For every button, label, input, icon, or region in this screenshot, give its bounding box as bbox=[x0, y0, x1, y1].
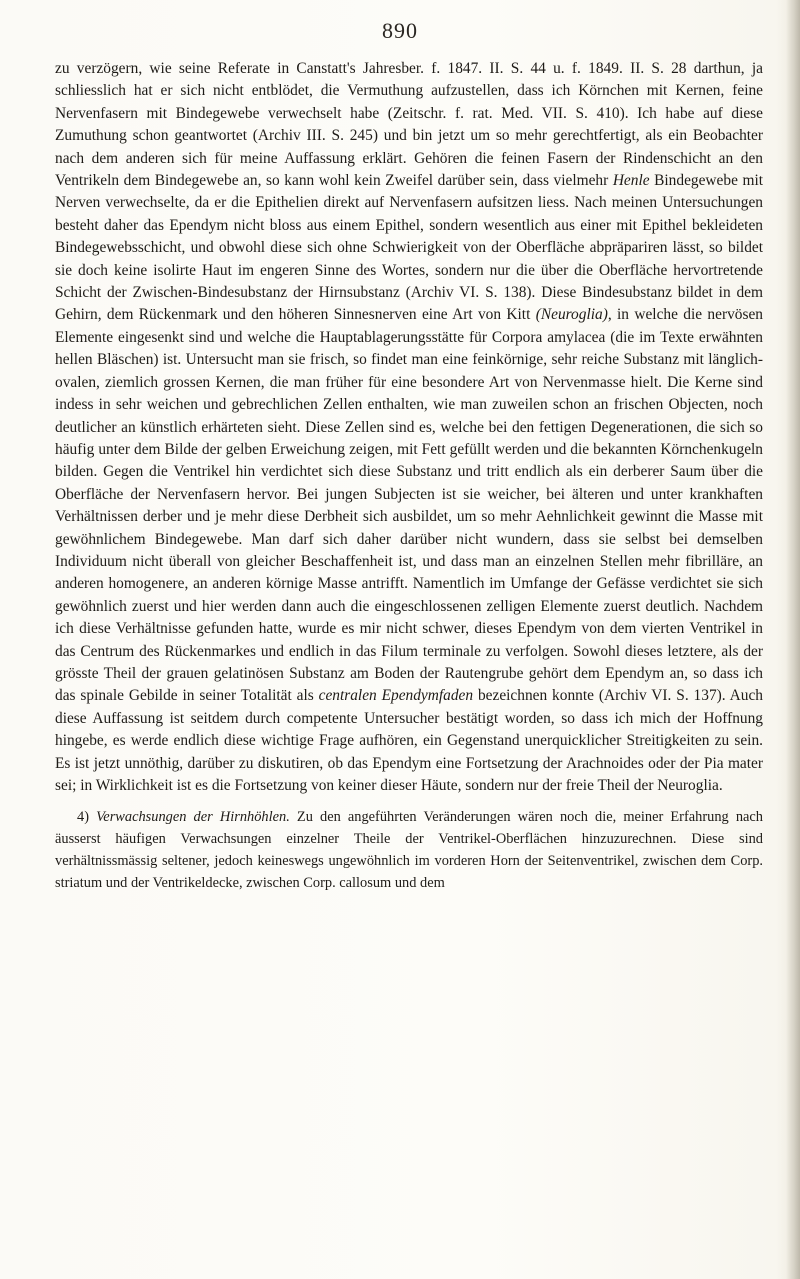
text-segment: , in welche die nervösen Elemente eingesenkt sind und welche die Hauptablagerungsstätte für Corpora amylacea (die im Texte erwähnten hellen Bläschen) ist. Untersucht man sie frisch, so findet man eine feinkörnige, sehr reiche Substanz mit länglich-ovalen, ziemlich grossen Kernen, die man früher für eine besondere Art von Nervenmasse hielt. Die Kerne sind indess in sehr weichen und gebrechlichen Zellen enthalten, wie man zuweilen schon an frischen Objecten, noch deutlicher an künstlich erhärteten sieht. Diese Zellen sind es, welche bei den fettigen Degenerationen, die sich so häufig unter dem Bilde der gelben Erweichung zeigen, mit Fett gefüllt werden und die bekannten Körnchenkugeln bilden. Gegen die Ventrikel hin verdichtet sich diese Substanz und tritt endlich als ein derberer Saum über die Oberfläche der Nervenfasern hervor. Bei jungen Subjecten ist sie weicher, bei älteren und unter krankhaften Verhältnissen derber und je mehr diese Derbheit sich ausbildet, um so mehr Aehnlichkeit gewinnt die Masse mit gewöhnlichem Bindegewebe. Man darf sich daher darüber nicht wundern, dass sie selbst bei demselben Individuum nicht überall von gleicher Beschaffenheit ist, und dass man an einzelnen Stellen mehr fibrilläre, an anderen homogenere, an anderen körnige Masse antrifft. Namentlich im Umfange der Gefässe verdichtet sie sich gewöhnlich zuerst und hier werden dann auch die eingeschlossenen zelligen Elemente zuerst deutlich. Nachdem ich diese Verhältnisse gefunden hatte, wurde es mir nicht schwer, dieses Ependym von dem vierten Ventrikel in das Centrum des Rückenmarkes und endlich in das Filum terminale zu verfolgen. Sowohl dieses letztere, als der grösste Theil der grauen gelatinösen Substanz am Boden der Rautengrube gehört dem Ependym an, so dass ich das spinale Gebilde in seiner Totalität als bbox=[55, 306, 763, 705]
text-segment: Bindegewebe mit Nerven verwechselte, da er die Epithelien direkt auf Nervenfasern aufsitzen liess. Nach meinen Untersuchungen besteht daher das Ependym nicht bloss aus einem Epithel, sondern wesentlich aus einer mit Epithel bekleideten Bindegewebsschicht, und obwohl diese sich ohne Schwierigkeit von der Oberfläche abpräpariren lässt, so bildet sie doch keine isolirte Haut im engeren Sinne des Wortes, sondern nur die über die Oberfläche hervortretende Schicht der Zwischen-Bindesubstanz der Hirnsubstanz (Archiv VI. S. 138). Diese Bindesubstanz bildet in dem Gehirn, dem Rückenmark und den höheren Sinnesnerven eine Art von Kitt bbox=[55, 172, 763, 324]
list-number: 4) bbox=[77, 809, 97, 826]
italic-term-neuroglia: (Neuroglia) bbox=[535, 306, 608, 324]
text-segment: bezeichnen konnte (Archiv VI. S. 137). Auch diese Auffassung ist seitdem durch competente Untersucher bestätigt worden, so dass ich mich der Hoffnung hingebe, es werde endlich diese wichtige Frage aufhören, ein Gegenstand unerquicklicher Streitigkeiten zu sein. Es ist jetzt unnöthig, darüber zu diskutiren, ob das Ependym eine Fortsetzung der Arachnoides oder der Pia mater sei; in Wirklichkeit ist es die Fortsetzung von keiner dieser Häute, sondern nur der freie Theil der Neuroglia. bbox=[55, 687, 763, 794]
text-segment: zu verzögern, wie seine Referate in Canstatt's Jahresber. f. 1847. II. S. 44 u. f. 1849. II. S. 28 darthun, ja schliesslich hat er sich nicht entblödet, die Vermuthung aufzustellen, dass ich Körnchen mit Kernen, feine Nervenfasern mit Bindegewebe verwechselt habe (Zeitschr. f. rat. Med. VII. S. 410). Ich habe auf diese Zumuthung schon geantwortet (Archiv III. S. 245) und bin jetzt um so mehr gerechtfertigt, als ein Beobachter nach dem anderen sich für meine Auffassung erklärt. Gehören die feinen Fasern der Rindenschicht an den Ventrikeln dem Bindegewebe an, so kann wohl kein Zweifel darüber sein, dass vielmehr bbox=[55, 60, 763, 190]
italic-name-henle: Henle bbox=[612, 172, 650, 190]
paragraph-verwachsungen bbox=[55, 807, 763, 894]
section-heading-italic: Verwachsungen der Hirnhöhlen. bbox=[96, 809, 290, 826]
page-number: 890 bbox=[382, 18, 418, 43]
page-edge-shadow bbox=[786, 0, 800, 1279]
text-segment: Zu den angeführten Veränderungen wären noch die, meiner Erfahrung nach äusserst häufigen Verwachsungen einzelner Theile der Ventrikel-Oberflächen hinzuzurechnen. Diese sind verhältnissmässig seltener, jedoch keineswegs ungewöhnlich im vorderen Horn der Seitenventrikel, zwischen dem Corp. striatum und der Ventrikeldecke, zwischen Corp. callosum und dem bbox=[55, 809, 763, 891]
paragraph-ependym bbox=[55, 58, 763, 797]
body-text bbox=[55, 58, 763, 895]
italic-term-ependymfaden: centralen Ependymfaden bbox=[318, 687, 474, 705]
